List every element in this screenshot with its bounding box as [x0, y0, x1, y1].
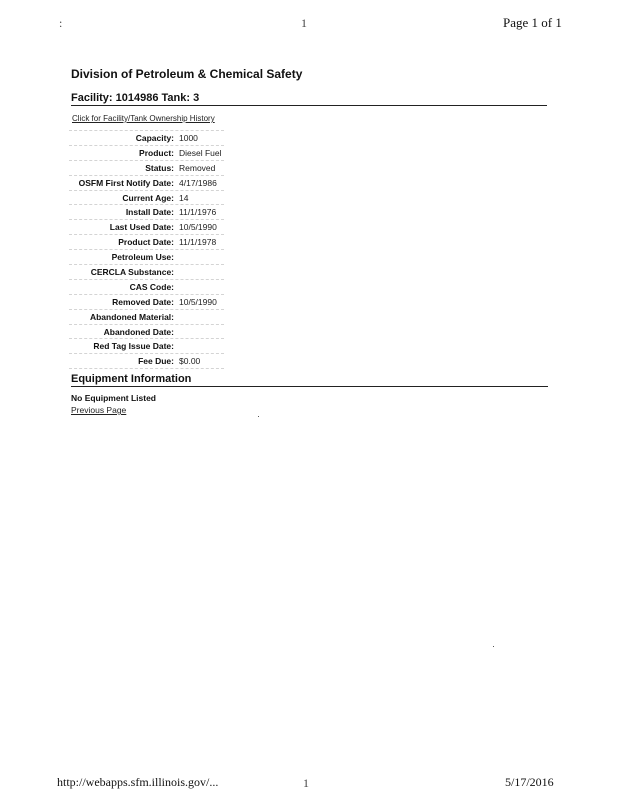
header-left-mark: :	[59, 16, 63, 30]
ownership-history-link[interactable]: Click for Facility/Tank Ownership History	[72, 114, 215, 123]
scan-speck	[493, 646, 494, 647]
detail-row	[69, 338, 224, 353]
detail-row	[69, 309, 224, 324]
detail-row	[69, 190, 224, 205]
detail-value: 11/1/1978	[179, 237, 217, 248]
detail-row	[69, 324, 224, 339]
detail-value: Removed	[179, 162, 216, 173]
detail-label: Last Used Date:	[109, 222, 174, 233]
detail-row	[69, 219, 224, 234]
footer-date: 5/17/2016	[505, 775, 554, 789]
no-equipment-text: No Equipment Listed	[71, 393, 156, 403]
tank-details-table	[69, 130, 224, 369]
detail-label: Install Date:	[125, 207, 174, 218]
header-center-mark: 1	[301, 16, 307, 30]
detail-value: 11/1/1976	[179, 207, 217, 218]
detail-label: Product:	[139, 147, 174, 158]
detail-row	[69, 204, 224, 219]
detail-label: Fee Due:	[138, 356, 174, 367]
detail-value: 1000	[179, 132, 198, 143]
detail-row	[69, 145, 224, 160]
facility-heading: Facility: 1014986 Tank: 3	[71, 92, 547, 106]
detail-row	[69, 234, 224, 249]
detail-label: Product Date:	[118, 237, 174, 248]
equipment-heading: Equipment Information	[71, 373, 548, 387]
detail-row	[69, 249, 224, 264]
detail-label: OSFM First Notify Date:	[78, 177, 174, 188]
previous-page-link[interactable]: Previous Page	[71, 405, 127, 415]
detail-row	[69, 279, 224, 294]
detail-value: Diesel Fuel	[179, 147, 222, 158]
detail-label: Status:	[145, 162, 174, 173]
detail-row	[69, 175, 224, 190]
detail-label: Abandoned Date:	[103, 326, 174, 337]
detail-label: Removed Date:	[112, 296, 174, 307]
detail-label: Capacity:	[135, 132, 174, 143]
detail-row	[69, 130, 224, 145]
detail-row	[69, 294, 224, 309]
detail-label: Petroleum Use:	[111, 252, 174, 263]
footer-center-mark: 1	[303, 776, 309, 790]
scan-speck	[258, 416, 259, 417]
detail-row	[69, 160, 224, 175]
page-number: Page 1 of 1	[503, 15, 562, 30]
detail-label: Red Tag Issue Date:	[93, 341, 174, 352]
detail-label: CAS Code:	[129, 281, 174, 292]
detail-value: 4/17/1986	[179, 177, 217, 188]
detail-row	[69, 353, 224, 369]
detail-label: Current Age:	[122, 192, 174, 203]
detail-value: 10/5/1990	[179, 296, 217, 307]
detail-value: $0.00	[179, 356, 201, 367]
detail-value: 10/5/1990	[179, 222, 217, 233]
footer-url: http://webapps.sfm.illinois.gov/...	[57, 775, 219, 789]
detail-row	[69, 264, 224, 279]
detail-label: Abandoned Material:	[89, 311, 174, 322]
detail-label: CERCLA Substance:	[90, 266, 174, 277]
page-title: Division of Petroleum & Chemical Safety	[71, 67, 303, 81]
detail-value: 14	[179, 192, 189, 203]
